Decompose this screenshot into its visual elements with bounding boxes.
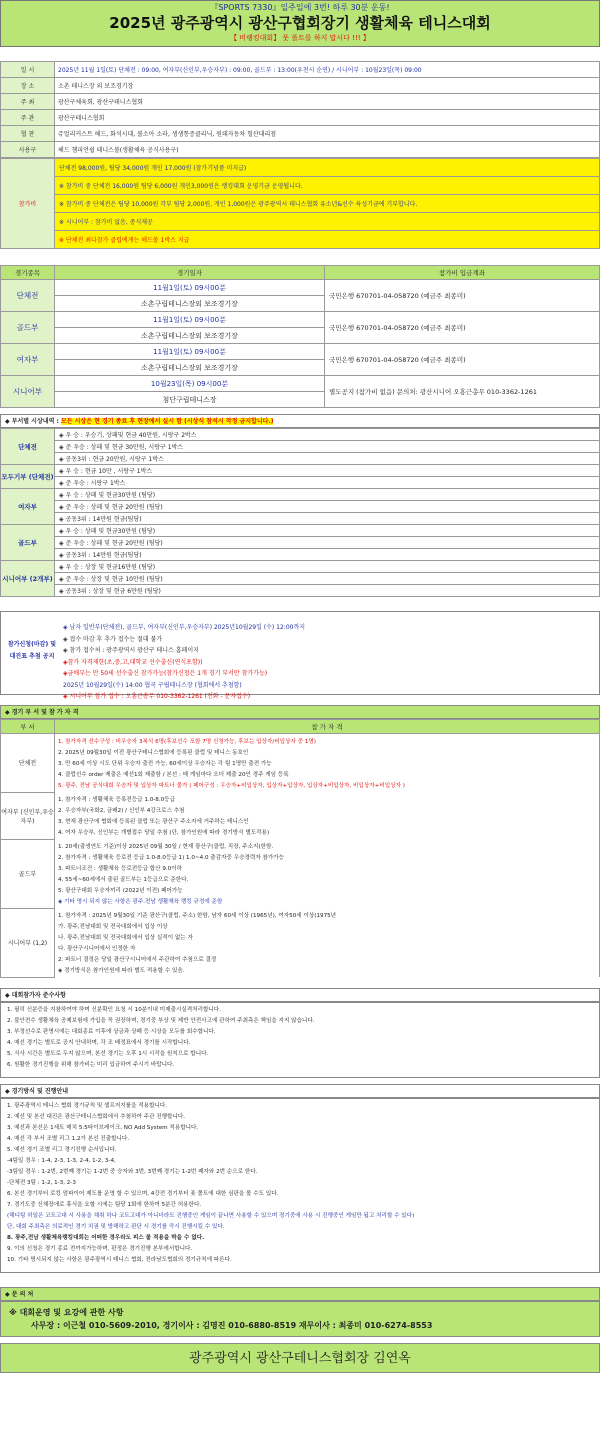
qual-line: 2. 파트너 결정은 당일 광산구시니어에서 주관하여 추첨으로 결정 <box>55 955 600 966</box>
fee-row <box>1 213 600 231</box>
prize-line: ◈ 공동3위 : 현금 20만원, 시랑구 1박스 <box>55 453 600 465</box>
spacer <box>0 1273 600 1287</box>
fee-line: ※ 참가비 중 단체전은 팀당 10,000원 각부 팀당 2,000원, 개인 1,000원은 광주광역시 테니스협회 유소년&선수 육성기금에 기부합니다. <box>55 195 600 213</box>
rule-line: 6. 원활한 경기진행을 위해 참가비는 미리 입금하여 주시기 바랍니다. <box>7 1061 175 1068</box>
game-date: 10월23일(목) 09시00분 <box>55 376 325 392</box>
qual-line: ◈ 기타 명시 되지 않는 사항은 광주.전남 생활체육 랭킹 규정에 준함 <box>55 897 600 908</box>
fee-row <box>1 195 600 213</box>
games-row <box>1 280 600 296</box>
prize-line: ◈ 우 승 : 상장 및 현금16만원 (팀당) <box>55 561 600 573</box>
qual-line: 4. 55세~60세에서 출된 골드부는 1등급으로 준한다. <box>55 875 600 886</box>
method-line: -4팀일 경우 : 1-4, 2-3, 1-3, 2-4, 1-2, 3-4, <box>7 1157 116 1164</box>
rule-line: 5. 식사 시간은 별도로 두지 않으며, 본선 경기는 오후 1시 시작을 원칙으로 합니다. <box>7 1050 209 1057</box>
fee-row <box>1 177 600 195</box>
game-date: 11월1일(토) 09시00분 <box>55 312 325 328</box>
notice-label: 참가신청(마감) 및 대진표 추첨 공지 <box>7 641 57 660</box>
qual-line: 3. 현재 광산구에 협회에 등록된 클럽 또는 광산구 주소지에 거주하는 테니스인 <box>55 817 600 828</box>
method-line: 단, 대회 주최측은 의료적인 경기 치권 및 방해하고 판단 시 경기를 즉시 진행시킬 수 있다. <box>7 1223 225 1230</box>
qual-line: 1. 참가자격 : 생활체육 등록전등급 1.0-8.0등급 <box>55 792 600 806</box>
info-row <box>1 110 600 126</box>
spacer <box>0 249 600 265</box>
prize-category: 여자부 <box>1 489 55 525</box>
info-value: 쥬얼리커스트 헤드, 화석시대, 볼소아 소라, 생생통증클리닉, 원데자동차 힐산대리점 <box>55 126 600 142</box>
game-venue: 소촌구립테니스장외 보조경기장 <box>55 296 325 312</box>
prize-line: ◈ 준 우승 : 상패 및 현금 20만원 (팀당) <box>55 501 600 513</box>
info-label: 주 최 <box>1 94 55 110</box>
game-date: 11월1일(토) 09시00분 <box>55 280 325 296</box>
qual-bar: ◆ 경기 부 서 및 참 가 자 격 <box>0 705 600 719</box>
method-line: 2. 예선 및 본선 대진은 광산구테니스협회에서 추첨하여 주관 진행합니다. <box>7 1113 186 1120</box>
qual-row <box>1 966 600 977</box>
info-row <box>1 126 600 142</box>
method-line: -3팀일 경우 : 1-2번, 2번째 경기는 1-2번 중 승자와 3번, 3번째 경기는 1-2번 패자와 2번 순으로 한다. <box>7 1168 258 1175</box>
qual-line: 3. 파트너조건 : 생활체육 등로전등급 합산 9.0이하 <box>55 864 600 875</box>
method-list <box>0 1098 600 1273</box>
qual-line: 4. 여자 우승부, 신인부는 개별접수 당일 추첨 (단, 참가인원에 따라 경기방식 별도작용) <box>55 828 600 839</box>
qual-category: 시니어부 (1,2) <box>1 908 55 977</box>
games-row <box>1 344 600 360</box>
qual-header <box>1 720 600 734</box>
prize-category: 단체전 <box>1 429 55 465</box>
prize-row <box>1 441 600 453</box>
qual-table <box>0 719 600 978</box>
fee-line: 단체전 98,000원, 팀당 34,000원 개인 17,000원 (참가기념품 미지급) <box>55 159 600 177</box>
notice-line: ◈참가 자격제한(초,중,고,대학교 선수출신(연식포함)) <box>63 658 203 666</box>
qual-category: 골드부 <box>1 839 55 908</box>
qual-row <box>1 770 600 781</box>
rule-line: 3. 부정선수로 판명시에는 대회종료 이후에 상금과 상패 등 시상을 모두를 회수합니다. <box>7 1028 216 1035</box>
prize-line: ◈ 준 우승 : 상패 및 현금 20만원 (팀당) <box>55 537 600 549</box>
page-title: 2025년 광주광역시 광산구협회장기 생활체육 테니스대회 <box>109 14 491 32</box>
notice-line: ◈금배부는 만 50세 선수출신 참가가능(참가신청은 1개 경기 부서만 참가가능) <box>63 670 268 677</box>
fee-row <box>1 159 600 177</box>
prize-row <box>1 561 600 573</box>
qual-row <box>1 955 600 966</box>
prize-row <box>1 585 600 597</box>
games-row <box>1 312 600 328</box>
games-header <box>1 266 600 280</box>
prize-line: ◈ 준 우승 : 상패 및 현금 30만원, 시랑구 1박스 <box>55 441 600 453</box>
notice-line: 2025년 10월29일(수) 14:00 협곡 구립테니스장 (협회에서 추첨함) <box>63 681 242 689</box>
prize-line: ◈ 우 승 : 상패 및 현금30만원 (팀당) <box>55 525 600 537</box>
notice-line: ◈ 접수 마감 후 추가 접수는 절대 불가 <box>63 635 163 643</box>
info-value: 2025년 11월 1일(토) 단체전 : 09:00, 여자부(신인부,우승자부) : 09:00, 골드부 : 13:00(우천시 순연) / 시니어부 : 10월23일(목) 09:00 <box>55 62 600 78</box>
method-line: -단체전 3팀 : 1-2, 1-3, 2-3 <box>7 1179 76 1186</box>
qual-line: 다. 광산구시니어에서 인정한 자 <box>55 944 600 955</box>
qual-line: 4. 클럽선수 order 제출은 예선1회 제출함 / 본선 : 매 게임마다 오더 제출 20인 경주 게임 등록 <box>55 770 600 781</box>
spacer <box>0 597 600 611</box>
contact-box <box>0 1301 600 1337</box>
notice-line: ◈ 시니어부 참가 접수 : 오홍근총무 010-3362-1261 (전화 - 문자접수) <box>63 693 251 700</box>
prize-line: ◈ 공동3위 : 14만원 현금(팀당) <box>55 549 600 561</box>
prize-line: ◈ 우 승 : 상패 및 현금30만원 (팀당) <box>55 489 600 501</box>
prize-line: ◈ 준 우승 : 상장 및 현금 10만원 (팀당) <box>55 573 600 585</box>
method-bar: ◆ 경기방식 및 진행안내 <box>0 1084 600 1098</box>
qual-row <box>1 839 600 853</box>
prize-row <box>1 573 600 585</box>
prize-category: 시니어부 (2개부) <box>1 561 55 597</box>
qual-row <box>1 792 600 806</box>
qual-header-cell: 참 가 자 격 <box>55 720 600 734</box>
header <box>0 0 600 47</box>
info-value: 소촌 테니스장 외 보조경기장 <box>55 78 600 94</box>
header-subtitle: 『SPORTS 7330』일주일에 3번! 하루 30분 운동! <box>210 3 390 12</box>
method-line: 7. 경기도중 신체장애로 휴식을 요할 시에는 팀당 1회에 한하여 5분간 허용한다. <box>7 1201 202 1208</box>
qual-line: 2. 2025년 09월30일 이전 광산구테니스협회에 등록된 클럽 및 테니스 동호인 <box>55 748 600 759</box>
qual-line: 나. 광주,전남대회 및 전국대회에서 입상 실적이 없는 자 <box>55 933 600 944</box>
prize-row <box>1 525 600 537</box>
header-warning: 【 비랭킹대회】 풋 폴트를 하지 맙시다 !!! 】 <box>230 34 370 42</box>
prize-line: ◈ 공동3위 : 상장 및 현금 6만원 (팀당) <box>55 585 600 597</box>
rules-bar: ◆ 대회참가자 준수사항 <box>0 988 600 1002</box>
game-category: 시니어부 <box>1 376 55 408</box>
method-line: (해디팅 허일은 코트고대 시 사용을 채취 하나 코트고대가 아니더라도 진행중인 게임이 끝나면 사용할 수 있으며 경기중에 사용 시 진행중인 게임만 됩고 처리할 수 있다) <box>7 1212 415 1219</box>
fee-row <box>1 231 600 249</box>
info-label: 장 소 <box>1 78 55 94</box>
qual-row <box>1 817 600 828</box>
info-table <box>0 61 600 158</box>
prize-line: ◈ 우 승 : 우승기, 상패및 현금 40만원, 시랑구 2박스 <box>55 429 600 441</box>
rule-line: 1. 필히 신분증을 지참하여야 하며 신분확인 요청 시 10분이내 미제출시실격처리합니다. <box>7 1006 221 1013</box>
qual-line: 2. 우승자부(국화2, 금배2) / 신인부 4강크로스 추첨 <box>55 806 600 817</box>
info-value: 광산구테니스협회 <box>55 110 600 126</box>
info-row <box>1 62 600 78</box>
method-line: 8. 광주,전남 생활체육랭킹대회는 어떠한 경우라도 피스 룰 적용을 박을 수 없다. <box>7 1234 205 1241</box>
prize-row <box>1 513 600 525</box>
qual-row <box>1 853 600 864</box>
game-category: 골드부 <box>1 312 55 344</box>
qual-row <box>1 897 600 908</box>
qual-line: 1. 참가자격 선수구성 : 비우승자 3복식 6명(후보선수 포함 7명 신청가능, 후보는 입상자/비입상자 중 1명) <box>55 734 600 749</box>
qual-row <box>1 781 600 792</box>
info-value: 광산구체육회, 광산구테니스협회 <box>55 94 600 110</box>
contact-title: ※ 대회운영 및 요강에 관한 사항 <box>9 1307 124 1317</box>
rule-line: 2. 불안전수 생활체육 공제보험에 가입을 꼭 권장하며, 경기중 부상 및 제반 안전사고에 관하여 주최측은 책임을 지지 않습니다. <box>7 1017 315 1024</box>
info-label: 일 시 <box>1 62 55 78</box>
game-date: 11월1일(토) 09시00분 <box>55 344 325 360</box>
contact-people: 사무장 : 이근철 010-5609-2010, 경기이사 : 김명진 010-6880-8519 재무이사 : 최종미 010-6274-8553 <box>31 1320 433 1330</box>
qual-row <box>1 828 600 839</box>
games-header-cell: 경기일자 <box>55 266 325 280</box>
prize-line: ◈ 준 우승 : 시랑구 1박스 <box>55 477 600 489</box>
info-label: 협 찬 <box>1 126 55 142</box>
qual-row <box>1 922 600 933</box>
qual-row <box>1 933 600 944</box>
qual-line: 3. 만 60세 이상 시도 단위 우승자 출전 가능, 60세이상 우승자는 각 팀 1명만 출전 가능 <box>55 759 600 770</box>
info-label: 주 관 <box>1 110 55 126</box>
game-account: 별도공지 (참가비 없음) 문의처: 광산시니어 오홍근총무 010-3362-1261 <box>325 376 600 408</box>
prize-row <box>1 549 600 561</box>
fee-table <box>0 158 600 249</box>
qual-row <box>1 886 600 897</box>
qual-line: 1. 20세(출생연도 기준)이상 2025년 09월 30일 / 현재 광산구(클럽, 직장, 주소지)한함. <box>55 839 600 853</box>
games-row <box>1 376 600 392</box>
method-line: 3. 예선과 본선은 1세트 매치 5:5타이브레이크, NO Add System 적용합니다. <box>7 1124 199 1131</box>
rules-list <box>0 1002 600 1078</box>
qual-row <box>1 748 600 759</box>
method-line: 4. 예선 각 부서 조별 리그 1,2가 본선 진출합니다. <box>7 1135 130 1142</box>
qual-row <box>1 806 600 817</box>
contact-bar: ◆ 문 의 처 <box>0 1287 600 1301</box>
notice-box <box>0 611 600 700</box>
notice-line: ◈ 참가 접수처 : 광주광역시 광산구 테니스 홈페이지 <box>63 647 199 654</box>
game-account: 국민은행 670701-04-058720 (예금주 최종미) <box>325 344 600 376</box>
qual-line: ◈ 경기방식은 참가인원에 따라 별도 적용할 수 있음. <box>55 966 600 977</box>
qual-row <box>1 908 600 922</box>
qual-line: 1. 참가자격 : 2025년 9월30일 기준 광산구(클럽, 주소) 한함, 남자 60세 이상 (1965년), 여자50세 이상(1975년 <box>55 908 600 922</box>
game-venue: 소촌구립테니스장외 보조경기장 <box>55 328 325 344</box>
prize-row <box>1 477 600 489</box>
qual-line: 5. 광주, 전남 공식대회 우승자 및 입상자 파트너 불가 ( 페어구성 : 우승자+비입상자, 입상자+입상자, 입상자+비입상자, 비입상자+비입상자 ) <box>55 781 600 792</box>
game-account: 국민은행 670701-04-058720 (예금주 최종미) <box>325 312 600 344</box>
qual-category: 여자부 (신인부,우승자부) <box>1 792 55 839</box>
spacer <box>0 47 600 61</box>
info-row <box>1 142 600 158</box>
qual-row <box>1 875 600 886</box>
prize-table <box>0 428 600 597</box>
rule-line: 4. 예선 경기는 별도로 공지 안내하며, 각 조 배정표에서 경기를 시작합니다. <box>7 1039 191 1046</box>
fee-line: ※ 시니어부 : 참가비 없음, 중식제공 <box>55 213 600 231</box>
method-line: 9. 이의 신청은 경기 종료 전까지가능하며, 판정은 경기진행 본부에서합니다. <box>7 1245 193 1252</box>
notice-line: ◈ 남자 일반부(단체전), 골드부, 여자부(신인부,우승자부) 2025년10월29일 (수) 12:00까지 <box>63 624 306 631</box>
games-header-cell: 경기종목 <box>1 266 55 280</box>
spacer <box>0 978 600 988</box>
prize-line: ◈ 우 승 : 현금 10만 , 시랑구 1박스 <box>55 465 600 477</box>
qual-line: 가. 광주,전남대회 및 전국대회에서 입상 이상 <box>55 922 600 933</box>
prize-row <box>1 501 600 513</box>
prize-row <box>1 453 600 465</box>
prize-category: 골드부 <box>1 525 55 561</box>
prize-category: 모두기부 (단체전) <box>1 465 55 489</box>
prize-row <box>1 489 600 501</box>
games-header-cell: 참가비 입금계좌 <box>325 266 600 280</box>
games-table <box>0 265 600 408</box>
info-row <box>1 94 600 110</box>
qual-header-cell: 부 서 <box>1 720 55 734</box>
fee-label: 참가비 <box>1 159 55 249</box>
qual-category: 단체전 <box>1 734 55 793</box>
prize-bar: ◆ 부서별 시상내역 : 모든 시상은 현 경기 종료 후 현장에서 실시 함 (시상식 참석시 작정 금지합니다.) <box>0 414 600 428</box>
qual-row <box>1 759 600 770</box>
method-line: 5. 예선 경기 조별 리그 경기진행 순서입니다. <box>7 1146 117 1153</box>
prize-row <box>1 465 600 477</box>
fee-line: ※ 단체전 최다참가 클럽에게는 헤드볼 1박스 지급 <box>55 231 600 249</box>
qual-row <box>1 864 600 875</box>
game-category: 여자부 <box>1 344 55 376</box>
qual-line: 5. 광산구대회 우승자끼리 (2022년 이전) 페어가능 <box>55 886 600 897</box>
prize-row <box>1 537 600 549</box>
qual-row <box>1 944 600 955</box>
info-label: 사용구 <box>1 142 55 158</box>
fee-line: ※ 참가비 중 단체전 16,000원 팀당 6,000원 개인3,000원은 랭킹대회 운영기금 운영됩니다. <box>55 177 600 195</box>
qual-row <box>1 734 600 749</box>
game-venue: 첨단구립테니스장 <box>55 392 325 408</box>
method-line: 10. 기타 명시되지 않는 사항은 광주광역시 테니스 협회, 전라남도협회의 경기규칙에 따른다. <box>7 1256 232 1263</box>
qual-line: 2. 참가자격 : 생활체육 등로전 등급 1.0-8.0등급 1) 1.0~4.0 출감자중 우승경력자 참가가능 <box>55 853 600 864</box>
method-line: 1. 광주광역시 테니스 협회 경기규칙 및 셀프저지룰을 적용합니다. <box>7 1102 168 1109</box>
info-row <box>1 78 600 94</box>
info-value: 헤드 챔피언쉽 테니스볼(생활체육 공식사용구) <box>55 142 600 158</box>
prize-row <box>1 429 600 441</box>
game-category: 단체전 <box>1 280 55 312</box>
footer: 광주광역시 광산구테니스협회장 김연옥 <box>0 1343 600 1373</box>
game-account: 국민은행 670701-04-058720 (예금주 최종미) <box>325 280 600 312</box>
prize-line: ◈ 공동3위 : 14만원 현금(팀당) <box>55 513 600 525</box>
method-line: 6. 본선 경기부터 로킹 엄파이어 제도를 운영 할 수 있으며, 4강전 경기부터 폿 폴트에 대한 심판을 볼 수도 있다. <box>7 1190 279 1197</box>
game-venue: 소촌구립테니스장외 보조경기장 <box>55 360 325 376</box>
